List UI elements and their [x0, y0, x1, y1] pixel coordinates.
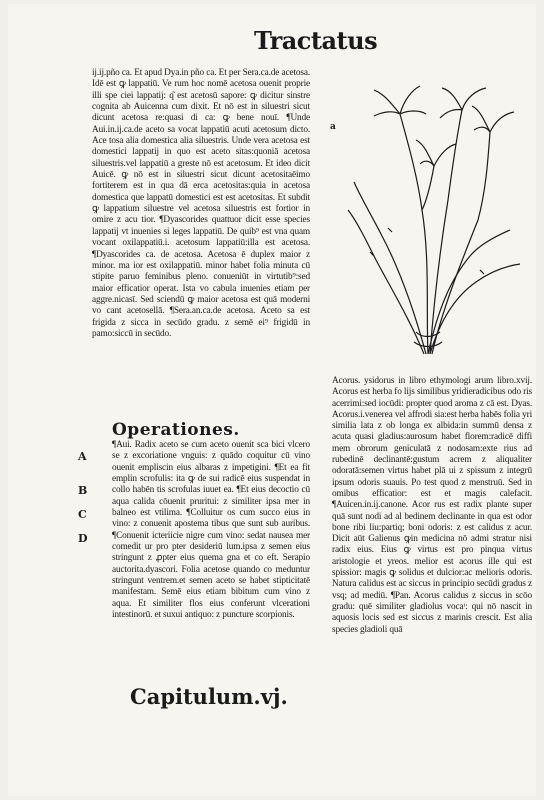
right-column-paragraph: Acorus. ysidorus in libro ethymologi arum libro.xvij. Acorus est herba fo lijs similibus yridieradicibus odo ris acerrimi:sed iocūdi: propter quod aroma z cā est. Dyas. Acorus.i.venerea vel affrodi sia:est herba habēs folia yri similia lata z ob longa ex albida:in summū densa z acuta quasi gladius:aurosum habet florem:radicē diffi mem obrorum geniculatā z nodosam:exte rius ad rubedinē declinantē:gustum acrem z aliqualiter odoratā:semen virtus habet plā ui z spissum z integrū ipsum odoris suauis. Po test quod z menstruū. Sed in omibus efficatior: est et magis calefacit. ¶Auicen.in.ij.canone. Acor rus est radix plante super quā sunt nodi ad al bedinem declinante in qua est odor bone ribi liu:partiq; boni odoris: z est calidus z acur. Dicit aūt Galienus ꝙin medicina nō admi stratur nisi radix eius. Eius ꝙ virtus est pro pinqua virtus aristologie et yreos. melior est acorus ille qui est spissior: magis ꝙ solidus et dulcior:ac melioris odoris. Natura calidus est ac siccus in principio secūdi gradus z vsq; ad mediū. ¶Pan. Acorus calidus z siccus in scōo gradu: quē similiter gladiolus vocaᵗ: qui nō nascit in aquosis locis sed est siccus z marinis crescit. Est alia species gladioli quā	[332, 376, 532, 635]
left-column-text	[92, 68, 310, 340]
figure-letter: a	[330, 122, 336, 132]
margin-letter-d: D	[78, 532, 88, 545]
chapter-heading: Capitulum.vj.	[130, 684, 288, 709]
plant-woodcut-illustration	[330, 70, 530, 370]
operations-heading: Operationes.	[112, 420, 240, 440]
right-column-text	[332, 376, 532, 636]
running-head: Tractatus	[254, 26, 378, 55]
operations-paragraph: ¶Aui. Radix aceto se cum aceto ouenit sca bici vlcero se z excoriatione vnguis: z quādo coquitur cū vino ouenit empliscin eius albaras z impetigini. ¶Et ea fit emplin scrofulis: ita ꝙ de sui radicē eius suspendat in collo habēn tis scrofulas iuuet ea. ¶Et eius decoctio cū aqua calida cōuenit pruritui: z similiter ipsa mer in balneo est vtilima. ¶Colluitur os cum succo eius in vino: z conuenit apostema tibus que sunt sub auribus. ¶Conuenit icteriicie nigre cum vino: sedat nausea mer comedit ur pro pter desideriū lum.ipsa z semen eius stringunt z ꝓpter eius quema gna et co eft. Serapio auctorita.dyascori. Folia acetose quando co meduntur stringunt ventrem.et semen aceto se habet stipticitatē manifestam. Semē eius etiam bibitum cum vino z aqua. Et similiter flos eius conferunt vlcerationi intestinorū. et suxui antiquo: z puncture scorpionis.	[112, 440, 310, 621]
book-page	[8, 4, 536, 796]
operations-text	[112, 440, 310, 622]
left-column-paragraph: ij.ij.pño ca. Et apud Dya.in pño ca. Et per Sera.ca.de acetosa. Idē est ꝙ lappatiū. Ve rum hoc nomē acetosa ouenit proprie illi spe ciei lappatij: q͂ est acetosū sapore: ꝙ dicitur sinstre cognita ab Auicenna cum dixit. Et nō est in siluestri sicut dicunt acetosa re:quasi di ca: ꝙ bene nouī. ¶Unde Aui.in.ij.ca.de aceto sa vocat lappatiū acuti acetosum dicto. Ace tosa alia domestica alia siluestris. Unde vera acetosa est domestici lappatij in quo est aceto sitas:quoniā acetosa siluestris.vel lappatiū a greste nō est acetosum. Et ideo dicit Auicē. ꝙ nō est in siluestri sicut dicunt acetositaēimo fortiterem est in qua dā erca acetositas:quia in acetosa domestica que lappatū domestici est est acetositas. Et subdit ꝙ lappatium siluestre vel acetosa siluestris est fortior in omire z acu tior. ¶Dyascorides quattuor dicit esse species lappatij vt inuenies si leges lappatiū. De quib⁹ est vna quam vocant oxilappatiū.i. acetosum lappatiū:illa est acetosa. ¶Dyascorides ca. de acetosa. Acetosa ē duplex maior z minor. ma ior est oxilappatiū. minor habet folia minuta cū stipite paruo feminibus pleno. conueniūt in virtutib⁹:sed maior efficatior operat. Ista vo cabula inuenies etiam per aggre.nicasī. Sed sciendū ꝙ maior acetosa est quā moderni vo cant acetosellā. ¶Sera.an.ca.de acetosa. Aceto sa est frigida z sicca in secūdo gradu. z semē ei⁹ frigidū in pamo:siccū in secūdo.	[92, 68, 310, 339]
margin-letter-b: B	[78, 484, 88, 497]
margin-letter-a: A	[78, 450, 87, 463]
margin-letter-c: C	[78, 508, 87, 521]
